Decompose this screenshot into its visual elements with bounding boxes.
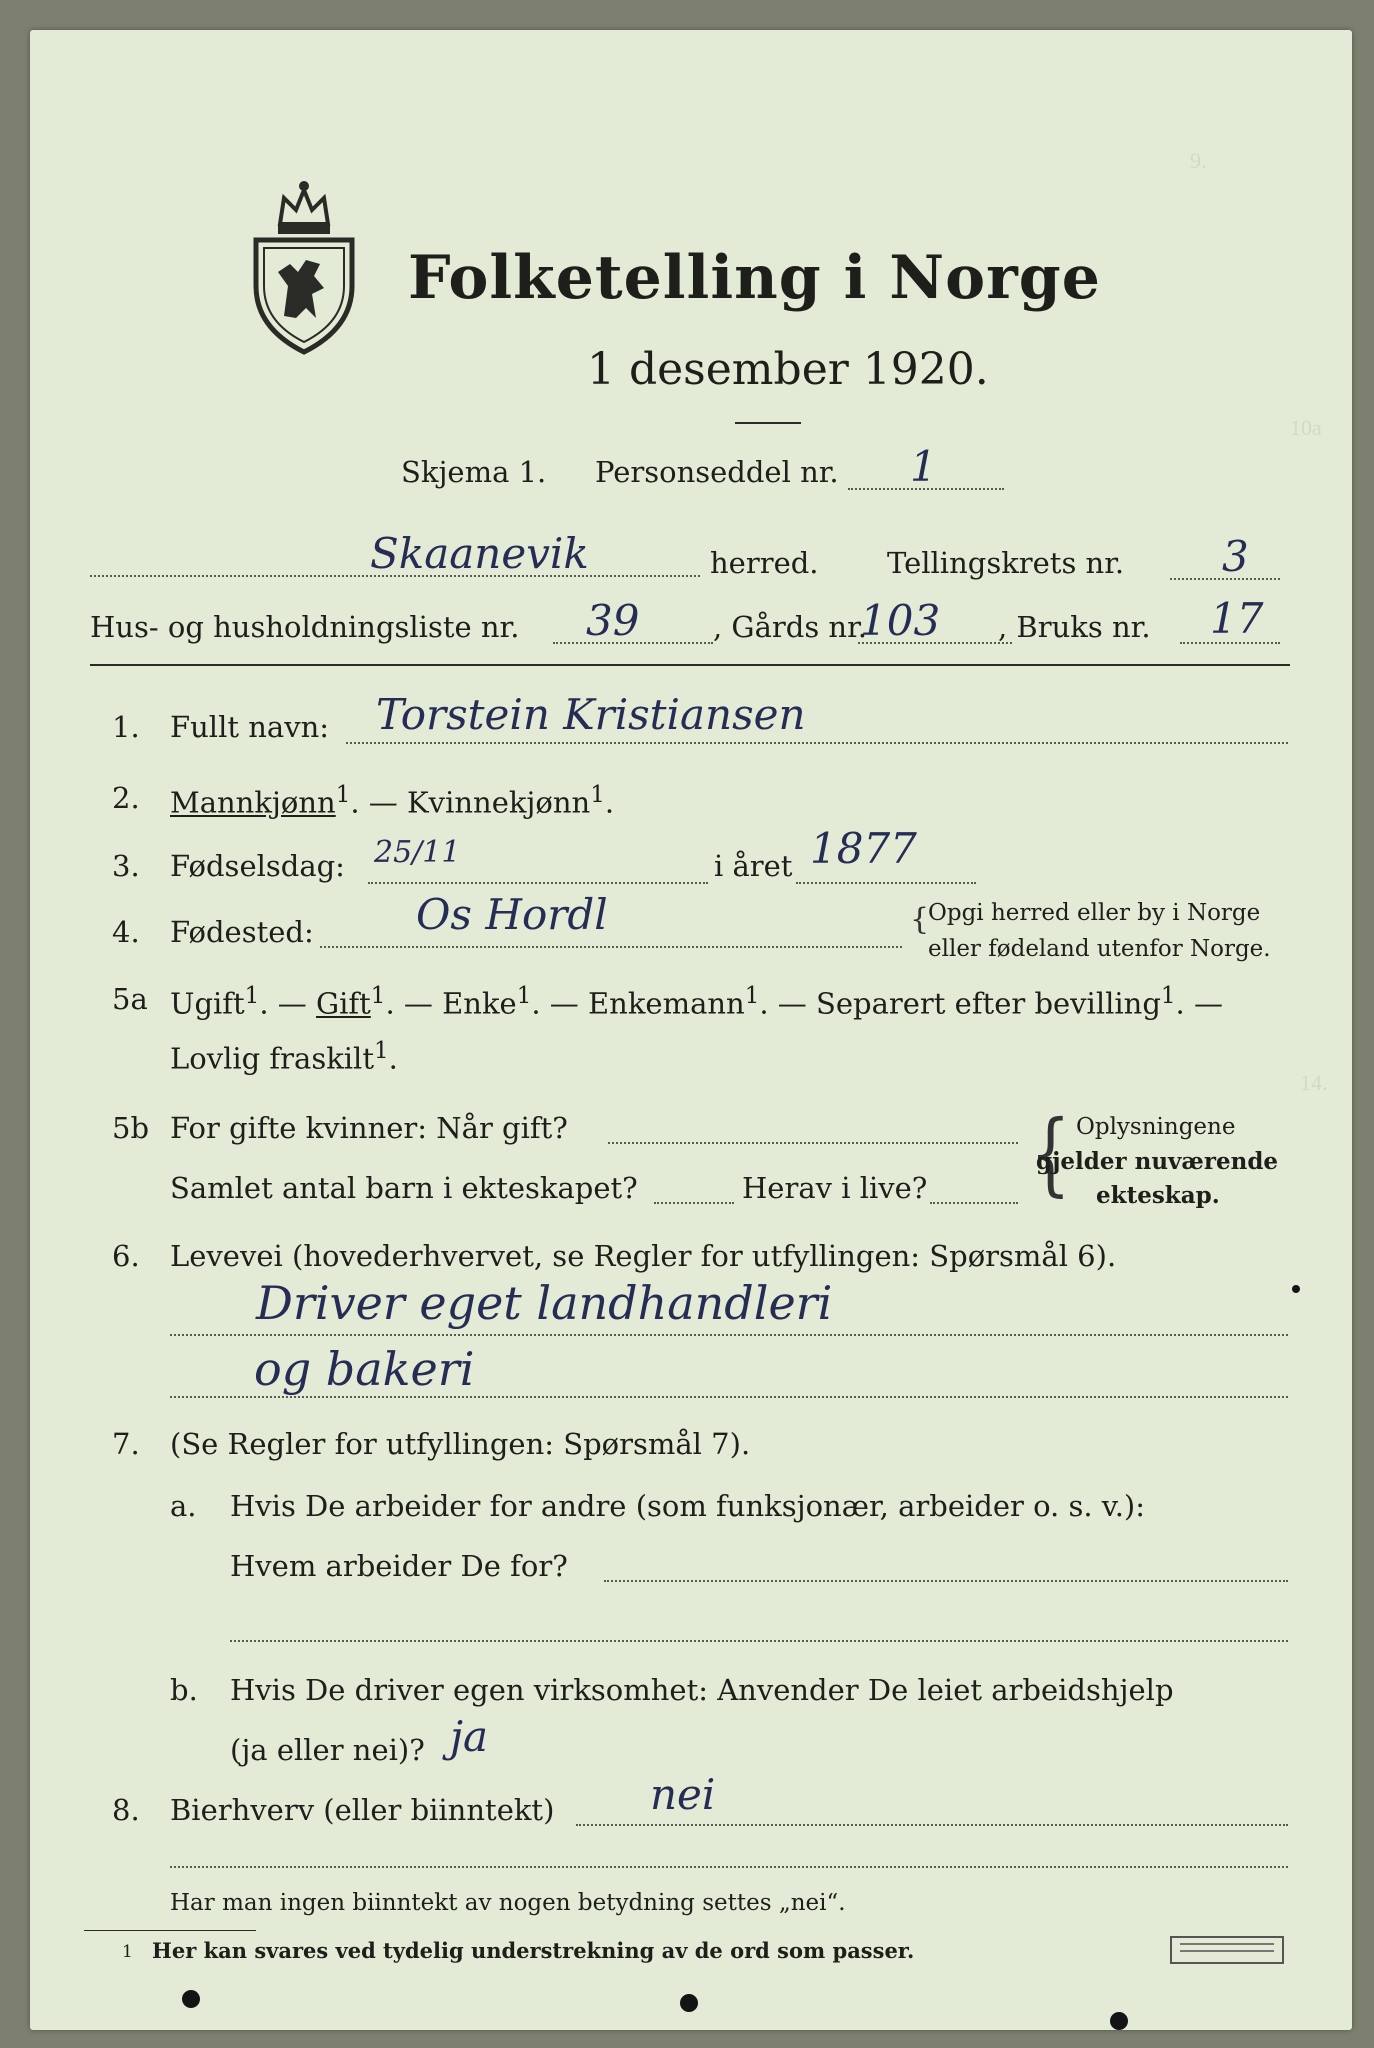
nei-note: Har man ingen biinntekt av nogen betydning settes „nei“. <box>170 1890 846 1916</box>
brace: { <box>1030 1103 1071 1207</box>
full-name-value[interactable]: Torstein Kristiansen <box>376 690 806 739</box>
employer-label: Hvem arbeider De for? <box>230 1549 568 1583</box>
birthplace-note-2: eller fødeland utenfor Norge. <box>928 936 1271 962</box>
widow-option[interactable]: . — Enke <box>385 986 517 1021</box>
ink-dot <box>1292 1285 1300 1293</box>
occupation-value-1[interactable]: Driver eget landhandleri <box>256 1276 833 1330</box>
q4-number: 4. <box>112 915 140 949</box>
birthday-line <box>368 882 708 884</box>
q6-number: 6. <box>112 1239 140 1273</box>
bleed-through-text: 14. <box>1300 1070 1328 1095</box>
herred-label: herred. <box>710 546 819 580</box>
q7b-letter: b. <box>170 1673 198 1707</box>
divorced-option[interactable]: Lovlig fraskilt$^1$. <box>170 1038 398 1076</box>
bruks-value[interactable]: 17 <box>1210 594 1264 643</box>
herred-line <box>90 575 700 577</box>
footnote-rule <box>84 1930 256 1931</box>
brace: { <box>910 902 930 937</box>
footnote: Her kan svares ved tydelig understrekning av de ord som passer. <box>152 1938 915 1963</box>
hired-help-label: (ja eller nei)? <box>230 1733 425 1767</box>
occupation-label: Levevei (hovederhvervet, se Regler for utfyllingen: Spørsmål 6). <box>170 1239 1117 1273</box>
marriage-note-2: gjelder nuværende <box>1036 1148 1279 1175</box>
hus-value[interactable]: 39 <box>586 596 640 645</box>
birthplace-line <box>320 946 902 948</box>
married-when-label: For gifte kvinner: Når gift? <box>170 1111 568 1145</box>
title-divider <box>735 422 801 424</box>
alive-line <box>930 1202 1018 1204</box>
q3-number: 3. <box>112 849 140 883</box>
sex-options: Mannkjønn$^1$. — Kvinnekjønn$^1$. <box>170 782 615 820</box>
ink-blot <box>1110 2012 1128 2030</box>
coat-of-arms-icon <box>248 176 360 356</box>
q5b-number: 5b <box>112 1111 150 1145</box>
marriage-note-3: ekteskap. <box>1096 1182 1220 1209</box>
hus-label: Hus- og husholdningsliste nr. <box>90 610 520 644</box>
q7a-question: Hvis De arbeider for andre (som funksjonær, arbeider o. s. v.): <box>230 1489 1146 1523</box>
married-when-line <box>608 1142 1018 1144</box>
marital-status-options: Ugift$^1$. — Gift$^1$. — Enke$^1$. — Enkemann$^1$. — Separert efter bevilling$^1$. — <box>170 983 1223 1021</box>
birthplace-value[interactable]: Os Hordl <box>416 890 608 939</box>
occupation-line-1 <box>170 1334 1288 1336</box>
birthplace-note-1: Opgi herred eller by i Norge <box>928 900 1261 926</box>
census-date: 1 desember 1920. <box>587 344 989 395</box>
gards-label: , Gårds nr. <box>713 610 867 644</box>
side-income-line <box>576 1824 1288 1826</box>
female-option[interactable]: . — Kvinnekjønn <box>350 785 591 820</box>
hired-help-value[interactable]: ja <box>450 1712 489 1761</box>
birthday-value[interactable]: 25/11 <box>374 835 461 870</box>
bleed-through-text: 10a <box>1290 415 1322 440</box>
gards-value[interactable]: 103 <box>860 596 941 645</box>
footnote-mark: 1 <box>122 1942 133 1962</box>
married-option[interactable]: Gift <box>315 986 371 1021</box>
bleed-through-text: 9. <box>1190 148 1207 173</box>
q2-number: 2. <box>112 781 140 815</box>
q7b-question: Hvis De driver egen virksomhet: Anvender De leiet arbeidshjelp <box>230 1673 1174 1707</box>
personseddel-value[interactable]: 1 <box>910 442 937 491</box>
q7-number: 7. <box>112 1427 140 1461</box>
male-option[interactable]: Mannkjønn <box>170 785 336 820</box>
employer-line-2 <box>230 1640 1288 1642</box>
children-line <box>654 1202 734 1204</box>
personseddel-label: Personseddel nr. <box>595 455 839 489</box>
header-rule <box>90 664 1290 666</box>
q7-label: (Se Regler for utfyllingen: Spørsmål 7). <box>170 1427 751 1461</box>
occupation-value-2[interactable]: og bakeri <box>254 1342 475 1396</box>
q5a-number: 5a <box>112 982 148 1016</box>
ink-blot <box>179 1987 202 2010</box>
birth-year-value[interactable]: 1877 <box>810 824 917 873</box>
census-form <box>30 30 1352 2030</box>
q7a-letter: a. <box>170 1489 197 1523</box>
side-income-line-2 <box>170 1866 1288 1868</box>
personseddel-line <box>848 488 1004 490</box>
birth-year-label: i året <box>714 849 793 883</box>
gards-line <box>858 642 1012 644</box>
alive-label: Herav i live? <box>742 1171 928 1205</box>
tellingskrets-line <box>1170 578 1280 580</box>
unmarried-option[interactable]: Ugift <box>170 986 245 1021</box>
schema-label: Skjema 1. <box>401 455 547 489</box>
widower-option[interactable]: . — Enkemann <box>531 986 745 1021</box>
q8-number: 8. <box>112 1793 140 1827</box>
tellingskrets-label: Tellingskrets nr. <box>887 546 1125 580</box>
birthplace-label: Fødested: <box>170 915 314 949</box>
ink-blot <box>680 1994 698 2012</box>
employer-line <box>604 1580 1288 1582</box>
form-title: Folketelling i Norge <box>408 243 1101 313</box>
printer-stamp-icon <box>1170 1936 1284 1964</box>
children-label: Samlet antal barn i ekteskapet? <box>170 1171 638 1205</box>
full-name-line <box>346 742 1288 744</box>
marriage-note-1: Oplysningene <box>1076 1114 1236 1140</box>
side-income-value[interactable]: nei <box>650 1770 716 1819</box>
hus-line <box>553 642 713 644</box>
q1-label: Fullt navn: <box>170 710 330 744</box>
tellingskrets-value[interactable]: 3 <box>1222 532 1249 581</box>
bruks-label: , Bruks nr. <box>998 610 1151 644</box>
q1-number: 1. <box>112 710 140 744</box>
birthday-label: Fødselsdag: <box>170 849 345 883</box>
birth-year-line <box>796 882 976 884</box>
herred-value[interactable]: Skaanevik <box>370 529 589 578</box>
side-income-label: Bierhverv (eller biinntekt) <box>170 1793 555 1827</box>
bruks-line <box>1180 642 1280 644</box>
occupation-line-2 <box>170 1396 1288 1398</box>
separated-option[interactable]: . — Separert efter bevilling <box>759 986 1161 1021</box>
